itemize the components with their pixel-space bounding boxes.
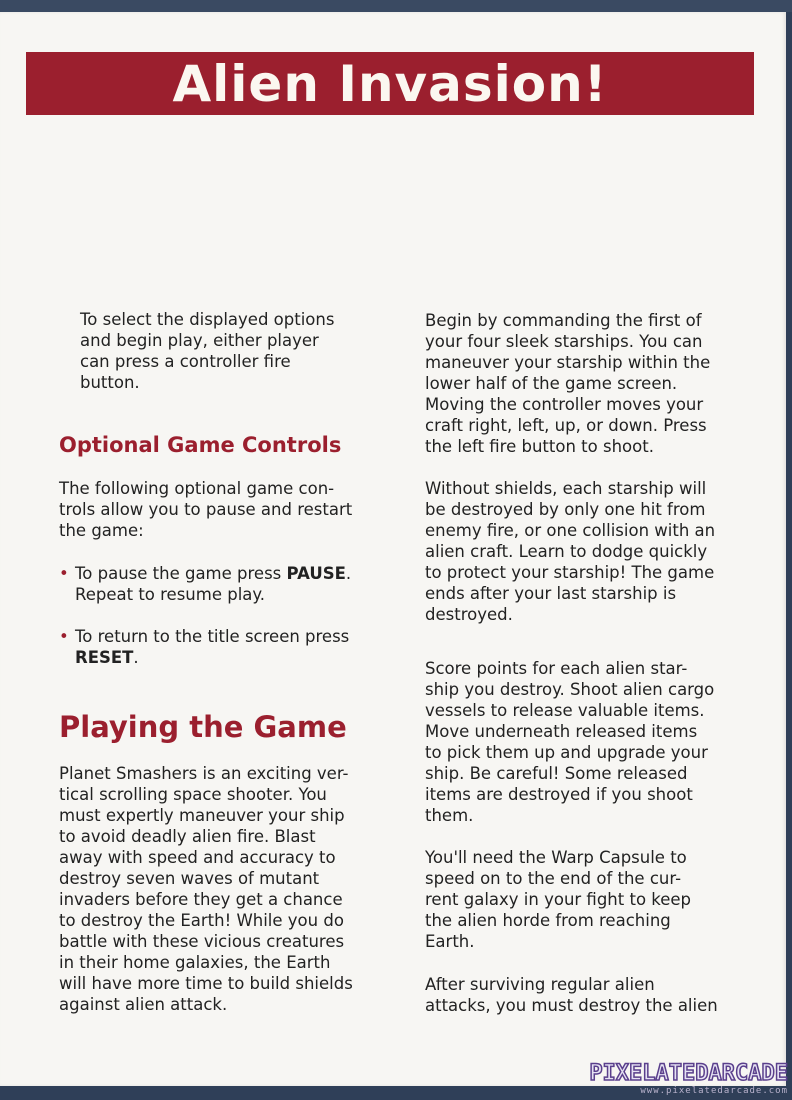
gameplay-paragraph-warp: You'll need the Warp Capsule to speed on to the end of the cur- rent galaxy in your fight to keep the alien horde from reaching Earth. (425, 848, 692, 951)
gameplay-paragraph-starships: Begin by commanding the first of your four sleek starships. You can maneuver your starship within the lower half of the game screen. Moving the controller moves your craft right, left, up, or down. Press the left fire button to shoot. (425, 311, 711, 456)
bullet-pause-text: To pause the game press (75, 564, 287, 583)
pause-key-label: PAUSE (286, 564, 346, 583)
playing-section (59, 710, 389, 744)
gameplay-paragraph-boss: After surviving regular alien attacks, you must destroy the alien (425, 975, 718, 1015)
reset-key-label: RESET (75, 648, 134, 667)
bullet-pause-suffix: . Repeat to resume play. (75, 564, 352, 604)
optional-controls-heading: Optional Game Controls (59, 433, 342, 457)
bullet-dot-icon: • (59, 627, 69, 646)
bullet-dot-icon: • (59, 564, 69, 583)
gameplay-paragraph-shields: Without shields, each starship will be destroyed by only one hit from enemy fire, or one collision with an alien craft. Learn to dodge quickly to protect your starship! The game ends after your last starship is destroyed. (425, 479, 716, 624)
gameplay-paragraph-score: Score points for each alien star- ship you destroy. Shoot alien cargo vessels to release valuable items. Move underneath released items to pick them up and upgrade your ship. Be careful! Some released items are destroyed if you shoot them. (425, 659, 715, 825)
manual-page (0, 12, 786, 1086)
right-paragraph-3 (425, 658, 755, 826)
optional-controls-section (59, 432, 389, 458)
optional-controls-paragraph: The following optional game con- trols allow you to pause and restart the game: (59, 479, 353, 540)
right-paragraph-5 (425, 974, 755, 1016)
right-paragraph-2 (425, 478, 755, 625)
page-title: Alien Invasion! (172, 54, 608, 113)
site-watermark (589, 1062, 788, 1096)
bullet-reset-text: To return to the title screen press (75, 627, 350, 646)
right-paragraph-1 (425, 310, 755, 457)
scan-top-edge (0, 0, 792, 12)
playing-text-block (59, 763, 389, 1015)
right-paragraph-4 (425, 847, 755, 952)
watermark-url: www.pixelatedarcade.com (640, 1086, 788, 1096)
playing-paragraph: Planet Smashers is an exciting ver- tical scrolling space shooter. You must expertly maneuver your ship to avoid deadly alien fire. Blast away with speed and accuracy to destroy seven waves of mutant invaders before they get a chance to destroy the Earth! While you do battle with these vicious creatures in their home galaxies, the Earth will have more time to build shields against alien attack. (59, 764, 353, 1014)
title-banner (26, 52, 754, 115)
left-column (59, 309, 389, 393)
watermark-logo: PIXELATEDARCADE (589, 1061, 788, 1086)
bullet-reset (59, 626, 389, 668)
bullet-pause (59, 563, 389, 605)
optional-controls-text-block (59, 478, 389, 541)
playing-heading: Playing the Game (59, 710, 347, 744)
bullet-reset-suffix: . (133, 648, 139, 667)
intro-paragraph: To select the displayed options and begin play, either player can press a controller fire button. (80, 310, 335, 392)
